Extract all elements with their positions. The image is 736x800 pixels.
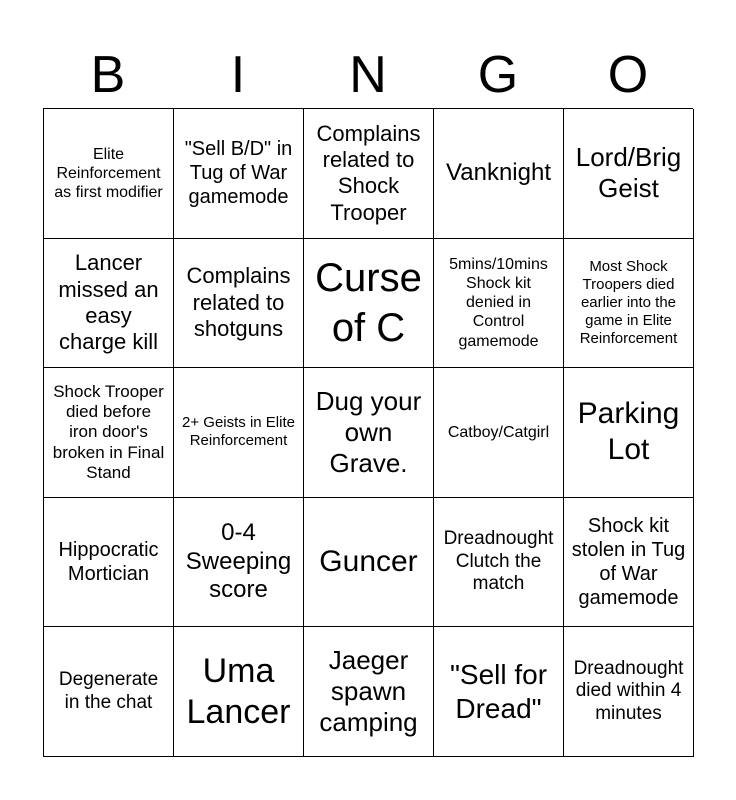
bingo-cell[interactable]: Dreadnought Clutch the match [434, 498, 564, 628]
bingo-cell[interactable]: Elite Reinforcement as first modifier [44, 109, 174, 239]
bingo-cell[interactable]: Lancer missed an easy charge kill [44, 239, 174, 369]
bingo-cell[interactable]: Most Shock Troopers died earlier into the game in Elite Reinforcement [564, 239, 694, 369]
bingo-cell[interactable]: Curse of C [304, 239, 434, 369]
bingo-cell[interactable]: Dug your own Grave. [304, 368, 434, 498]
header-letter-o: O [607, 46, 649, 104]
header-letter-i: I [230, 46, 246, 104]
bingo-grid [43, 108, 693, 757]
bingo-cell[interactable]: Lord/Brig Geist [564, 109, 694, 239]
bingo-cell[interactable]: Degenerate in the chat [44, 627, 174, 757]
bingo-cell[interactable]: Parking Lot [564, 368, 694, 498]
bingo-cell[interactable]: 0-4 Sweeping score [174, 498, 304, 628]
header-letter-g: G [477, 46, 519, 104]
bingo-cell[interactable]: Shock kit stolen in Tug of War gamemode [564, 498, 694, 628]
bingo-header [43, 46, 693, 104]
bingo-cell[interactable]: Jaeger spawn camping [304, 627, 434, 757]
bingo-cell[interactable]: Catboy/Catgirl [434, 368, 564, 498]
bingo-cell[interactable]: Complains related to shotguns [174, 239, 304, 369]
bingo-cell[interactable]: "Sell B/D" in Tug of War gamemode [174, 109, 304, 239]
bingo-cell[interactable]: Hippocratic Mortician [44, 498, 174, 628]
bingo-cell[interactable]: Complains related to Shock Trooper [304, 109, 434, 239]
bingo-cell[interactable]: "Sell for Dread" [434, 627, 564, 757]
bingo-cell[interactable]: Guncer [304, 498, 434, 628]
bingo-cell[interactable]: Shock Trooper died before iron door's broken in Final Stand [44, 368, 174, 498]
bingo-cell[interactable]: Dreadnought died within 4 minutes [564, 627, 694, 757]
header-letter-n: N [349, 46, 387, 104]
bingo-cell[interactable]: Vanknight [434, 109, 564, 239]
bingo-cell[interactable]: 2+ Geists in Elite Reinforcement [174, 368, 304, 498]
bingo-cell[interactable]: 5mins/10mins Shock kit denied in Control gamemode [434, 239, 564, 369]
bingo-cell[interactable]: Uma Lancer [174, 627, 304, 757]
header-letter-b: B [90, 46, 126, 104]
